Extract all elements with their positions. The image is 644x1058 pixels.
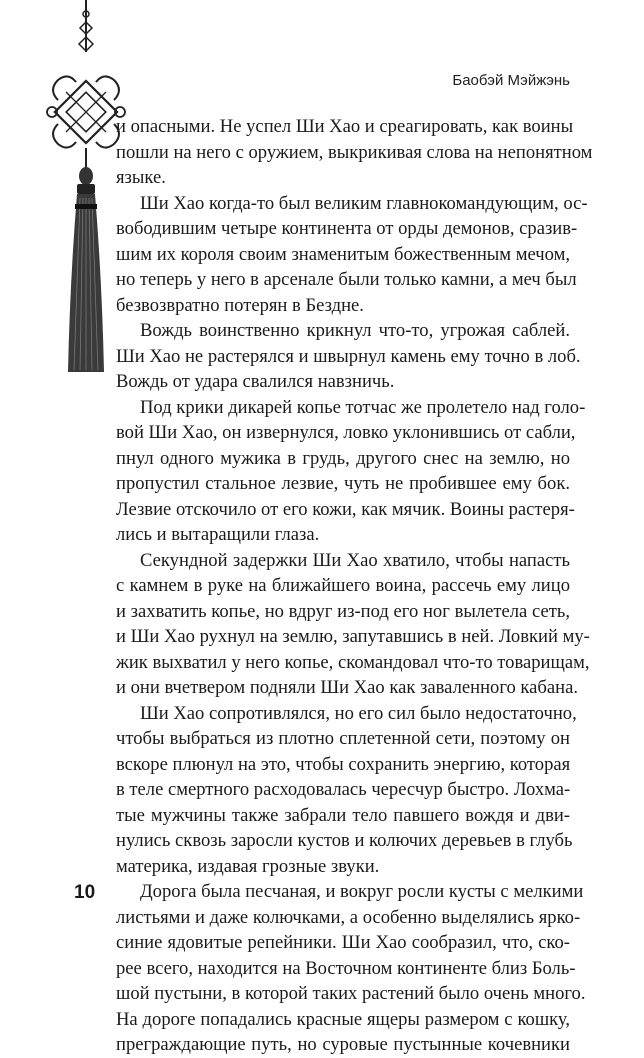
- text-line: языке.: [116, 167, 166, 188]
- text-line: и захватить копье, но вдруг из-под его ног вылетела сеть,: [116, 600, 570, 622]
- text-line: шим их короля своим знаменитым божественным мечом,: [116, 243, 570, 265]
- text-line: и опасными. Не успел Ши Хао и среагировать, как воины: [116, 116, 574, 137]
- text-line: жик выхватил у него копье, скомандовал что-то товарищам,: [116, 651, 590, 673]
- text-line: Лезвие отскочило от его кожи, как мячик. Воины растеря-: [116, 498, 575, 520]
- text-line: пнул одного мужика в грудь, другого снес на землю, но: [116, 447, 570, 469]
- text-line: лись и вытаращили глаза.: [116, 524, 320, 545]
- text-line: пропустил стальное лезвие, чуть не пробившее ему бок.: [116, 473, 570, 494]
- text-line: но теперь у него в арсенале были только камни, а меч был: [116, 269, 577, 290]
- text-line: Вождь от удара свалился навзничь.: [116, 371, 395, 392]
- text-line: и они вчетвером подняли Ши Хао как заваленного кабана.: [116, 677, 579, 698]
- text-line: безвозвратно потерян в Бездне.: [116, 294, 364, 316]
- text-line: вободившим четыре континента от орды демонов, сразив-: [116, 218, 578, 239]
- text-line: преграждающие путь, но суровые пустынные кочевники: [116, 1034, 570, 1055]
- text-line: материка, издавая грозные звуки.: [116, 855, 380, 877]
- text-line: тые мужчины также забрали тело павшего вождя и дви-: [116, 804, 570, 826]
- text-line: Ши Хао не растерялся и швырнул камень ему точно в лоб.: [116, 345, 581, 367]
- text-line: шой пустыни, в которой таких растений было очень много.: [116, 983, 586, 1004]
- text-line: вой Ши Хао, он извернулся, ловко уклонившись от сабли,: [116, 422, 576, 443]
- text-line: пошли на него с оружием, выкрикивая слова на непонятном: [116, 141, 593, 163]
- text-line: Под крики дикарей копье тотчас же пролетело над голо-: [140, 396, 586, 418]
- text-line: вскоре плюнул на это, чтобы сохранить энергию, которая: [116, 753, 571, 775]
- text-line: Дорога была песчаная, и вокруг росли кусты с мелкими: [140, 881, 584, 902]
- text-line: На дороге попадались красные ящеры размером с кошку,: [116, 1008, 570, 1030]
- text-line: и Ши Хао рухнул на землю, запутавшись в ней. Ловкий му-: [116, 626, 590, 647]
- running-header-author: Баобэй Мэйжэнь: [452, 72, 570, 89]
- text-line: Вождь воинственно крикнул что-то, угрожая саблей.: [140, 320, 570, 341]
- text-line: Секундной задержки Ши Хао хватило, чтобы напасть: [140, 549, 570, 571]
- text-line: с камнем в руке на ближайшего воина, рассечь ему лицо: [116, 575, 570, 596]
- page-number: 10: [74, 882, 96, 903]
- body-text: [116, 114, 593, 1058]
- text-line: листьями и даже колючками, а особенно выделялись ярко-: [116, 906, 581, 928]
- text-line: Ши Хао сопротивлялся, но его сил было недостаточно,: [140, 702, 577, 724]
- text-line: синие ядовитые репейники. Ши Хао сообразил, что, ско-: [116, 932, 570, 953]
- text-line: рее всего, находится на Восточном континенте близ Боль-: [116, 957, 576, 979]
- text-line: чтобы выбраться из плотно сплетенной сети, поэтому он: [116, 728, 570, 749]
- text-line: в теле смертного расходовалась чересчур быстро. Лохма-: [116, 779, 571, 800]
- text-line: нулись сквозь заросли кустов и колючих деревьев в глубь: [116, 830, 573, 851]
- text-line: Ши Хао когда-то был великим главнокомандующим, ос-: [140, 192, 588, 214]
